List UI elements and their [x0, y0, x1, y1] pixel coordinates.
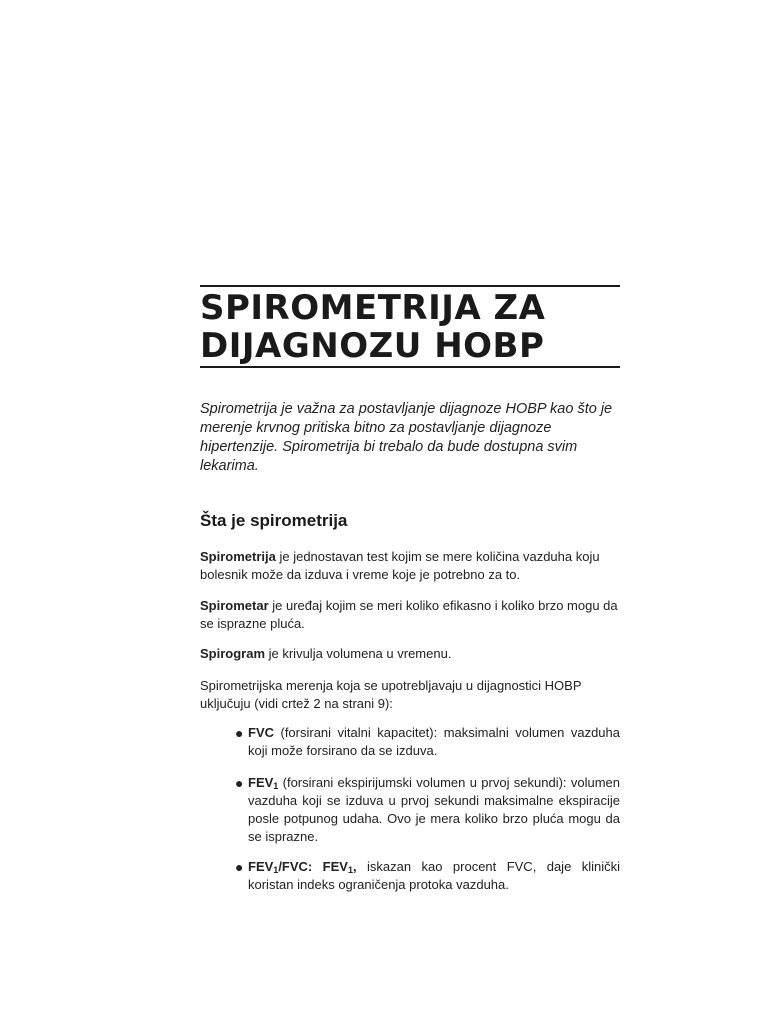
bullet-item-fev1-fvc [235, 858, 621, 894]
bullet-term [248, 859, 357, 874]
bullet-term-text: FEV [248, 859, 274, 874]
bullet-dot-icon: ● [235, 725, 244, 741]
bullet-term: FVC [248, 725, 274, 740]
bullet-term-subscript-2: 1 [347, 865, 353, 875]
definition-spirogram [200, 645, 620, 663]
definition-text: je jednostavan test kojim se mere količina vazduha koju bolesnik može da izduva i vreme koje je potrebno za to. [200, 549, 600, 582]
definition-term: Spirometar [200, 598, 269, 613]
bullet-text: (forsirani ekspirijumski volumen u prvoj sekundi): volumen vazduha koji se izduva u prvoj sekundi maksimalne ekspiracije posle potpunog udaha. Ovo je mera koliko brzo pluća mogu da se isprazne. [248, 775, 620, 844]
bullet-dot-icon: ● [235, 859, 244, 875]
chapter-title [200, 289, 546, 365]
bullet-dot-icon: ● [235, 775, 244, 791]
bullet-term [248, 775, 278, 790]
definition-text: je krivulja volumena u vremenu. [265, 646, 452, 661]
bullet-term-subscript: 1 [273, 781, 279, 791]
bullet-text: (forsirani vitalni kapacitet): maksimalni volumen vazduha koji može forsirano da se izduva. [248, 725, 620, 758]
chapter-title-line-1: SPIROMETRIJA ZA [200, 288, 546, 328]
title-top-rule [200, 285, 620, 287]
definition-term: Spirogram [200, 646, 266, 661]
bullet-term-subscript: 1 [273, 865, 279, 875]
bullet-text: iskazan kao procent FVC, daje klinički koristan indeks ograničenja protoka vazduha. [248, 859, 621, 892]
bullet-term-middle: /FVC: FEV [278, 859, 348, 874]
bullet-item-fev1 [235, 774, 620, 846]
definition-text: je uređaj kojim se meri koliko efikasno i koliko brzo mogu da se isprazne pluća. [200, 598, 618, 631]
title-bottom-rule [200, 366, 620, 368]
definition-spirometar [200, 597, 620, 633]
list-intro-paragraph: Spirometrijska merenja koja se upotrebljavaju u dijagnostici HOBP uključuju (vidi crtež 2 na strani 9): [200, 678, 582, 711]
bullet-term-end: , [352, 859, 357, 874]
document-page [200, 0, 620, 1024]
bullet-item-fvc [235, 724, 620, 760]
definition-term: Spirometrija [200, 549, 276, 564]
bullet-term-text: FEV [248, 775, 274, 790]
intro-paragraph: Spirometrija je važna za postavljanje dijagnoze HOBP kao što je merenje krvnog pritiska bitno za postavljanje dijagnoze hipertenzije. Spirometrija bi trebalo da bude dostupna svim lekarima. [200, 401, 613, 474]
definition-spirometrija [200, 548, 620, 584]
chapter-title-line-2: DIJAGNOZU HOBP [200, 326, 545, 366]
section-heading: Šta je spirometrija [200, 511, 348, 530]
